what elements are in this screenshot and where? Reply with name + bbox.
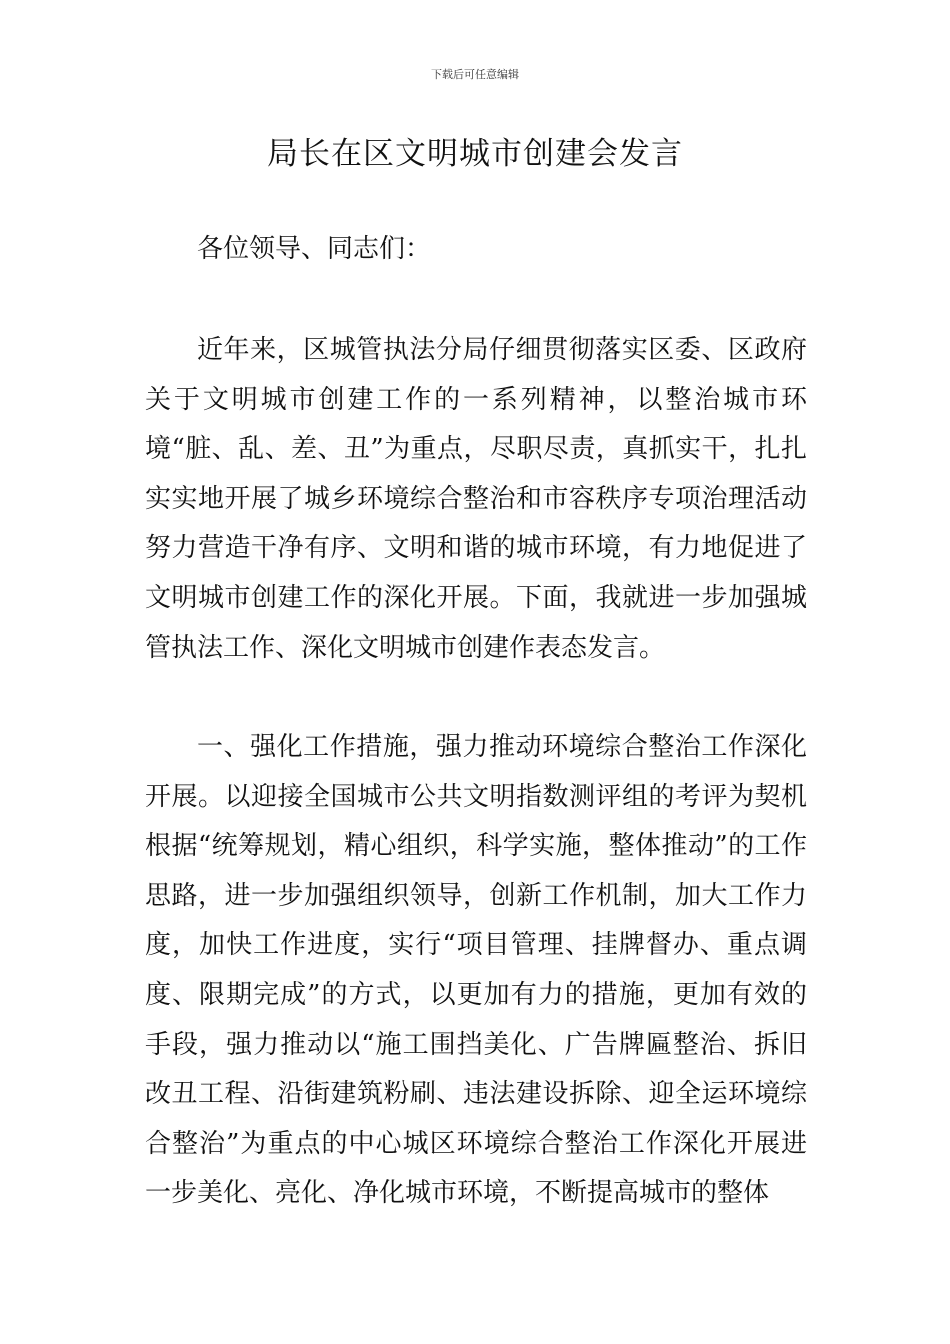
header-note: 下载后可任意编辑 bbox=[431, 68, 519, 81]
salutation: 各位领导、同志们： bbox=[197, 234, 432, 264]
paragraph-section-one: 一、强化工作措施，强力推动环境综合整治工作深化开展。以迎接全国城市公共文明指数测评组的考评为契机根据“统筹规划，精心组织，科学实施，整体推动”的工作思路，进一步加强组织领导，创新工作机制，加大工作力度，加快工作进度，实行“项目管理、挂牌督办、重点调度、限期完成”的方式，以更加有力的措施，更加有效的手段，强力推动以“施工围挡美化、广告牌匾整治、拆旧改丑工程、沿街建筑粉刷、违法建设拆除、迎全运环境综合整治”为重点的中心城区环境综合整治工作深化开展进一步美化、亮化、净化城市环境，不断提高城市的整体 bbox=[145, 732, 807, 1209]
document-title: 局长在区文明城市创建会发言 bbox=[267, 136, 683, 172]
paragraph-intro: 近年来，区城管执法分局仔细贯彻落实区委、区政府关于文明城市创建工作的一系列精神，以整治城市环境“脏、乱、差、丑”为重点，尽职尽责，真抓实干，扎扎实实地开展了城乡环境综合整治和市容秩序专项治理活动努力营造干净有序、文明和谐的城市环境，有力地促进了文明城市创建工作的深化开展。下面，我就进一步加强城管执法工作、深化文明城市创建作表态发言。 bbox=[145, 335, 807, 663]
